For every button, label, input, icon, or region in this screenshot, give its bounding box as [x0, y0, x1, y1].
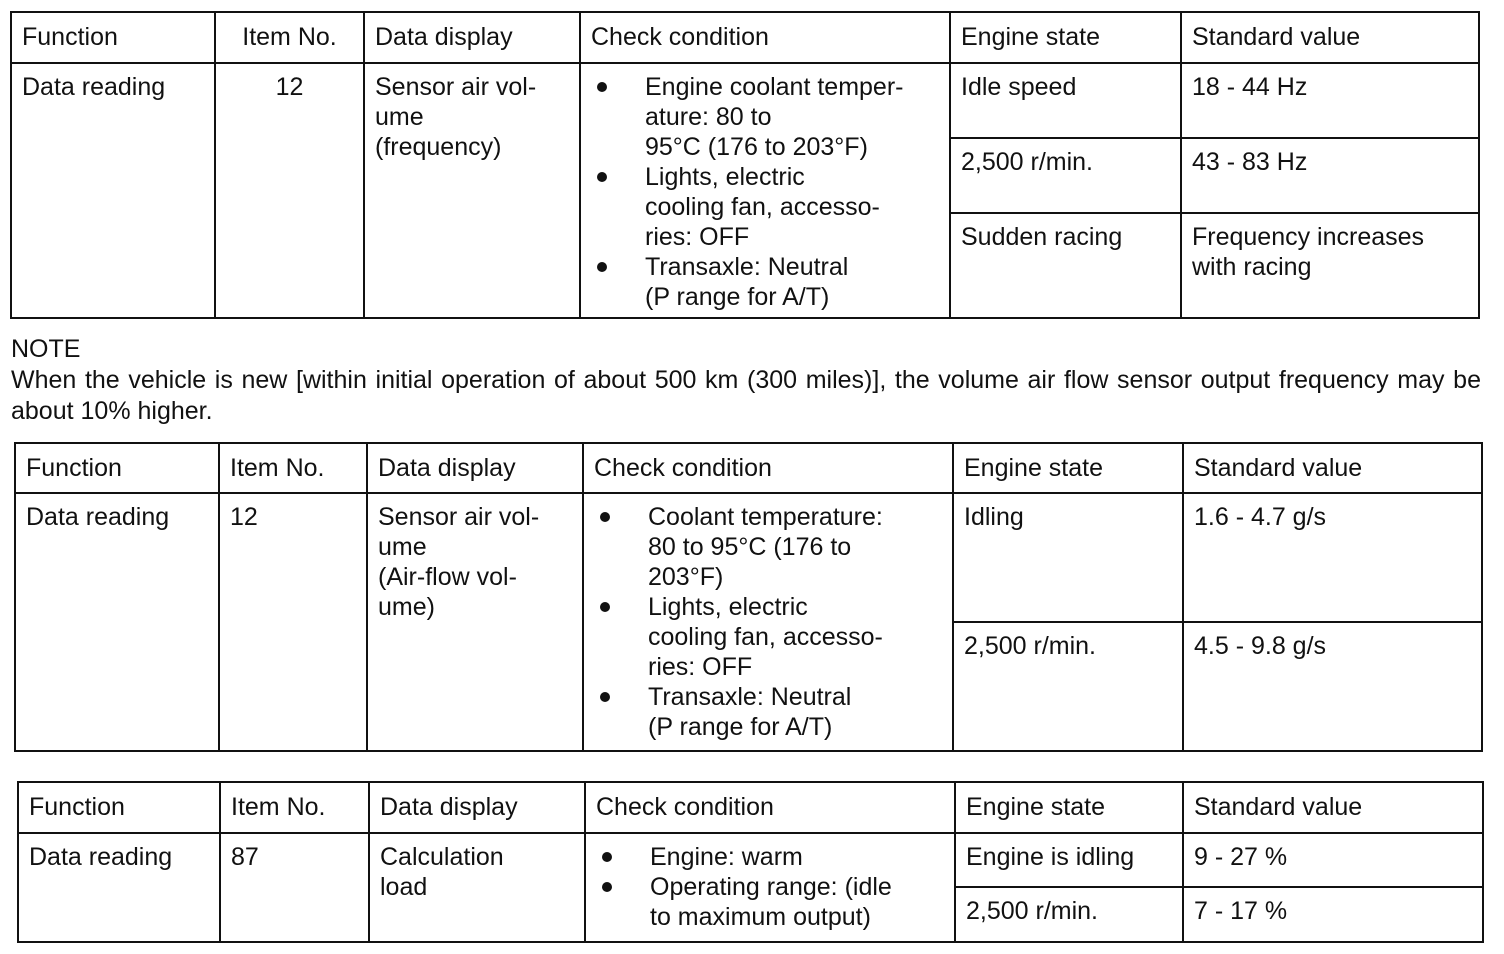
check-condition-item: Coolant temperature: 80 to 95°C (176 to 203°F) — [594, 502, 942, 592]
item-no-cell: 12 — [219, 493, 367, 751]
check-condition-item: Transaxle: Neutral (P range for A/T) — [591, 252, 939, 312]
engine-state-cell: 2,500 r/min. — [950, 138, 1181, 213]
check-condition-item: Lights, electric cooling fan, accesso- ries: OFF — [591, 162, 939, 252]
item-no-cell: 87 — [220, 833, 369, 942]
table-header-row — [18, 782, 1483, 833]
header-engine-state: Engine state — [950, 12, 1181, 63]
table-row — [15, 493, 1482, 622]
table-row — [11, 63, 1479, 138]
engine-state-cell: 2,500 r/min. — [953, 622, 1183, 751]
function-cell: Data reading — [15, 493, 219, 751]
data-display-cell: Calculation load — [369, 833, 585, 942]
standard-value-cell: 9 - 27 % — [1183, 833, 1483, 887]
header-data-display: Data display — [369, 782, 585, 833]
note-block — [11, 334, 1481, 427]
standard-value-cell: 18 - 44 Hz — [1181, 63, 1479, 138]
header-check-condition: Check condition — [583, 443, 953, 493]
header-data-display: Data display — [364, 12, 580, 63]
table-header-row — [11, 12, 1479, 63]
standard-value-cell: 1.6 - 4.7 g/s — [1183, 493, 1482, 622]
header-standard-value: Standard value — [1181, 12, 1479, 63]
note-title: NOTE — [11, 335, 81, 363]
check-condition-cell — [583, 493, 953, 751]
check-condition-item: Engine: warm — [596, 842, 944, 872]
spec-table-calculation-load — [17, 781, 1484, 943]
data-display-cell: Sensor air vol- ume (frequency) — [364, 63, 580, 318]
standard-value-cell: Frequency increases with racing — [1181, 213, 1479, 318]
check-condition-item: Engine coolant temper- ature: 80 to 95°C (176 to 203°F) — [591, 72, 939, 162]
header-function: Function — [11, 12, 215, 63]
check-condition-item: Transaxle: Neutral (P range for A/T) — [594, 682, 942, 742]
header-item-no: Item No. — [219, 443, 367, 493]
engine-state-cell: Idle speed — [950, 63, 1181, 138]
check-condition-cell — [580, 63, 950, 318]
table-row — [18, 833, 1483, 887]
function-cell: Data reading — [18, 833, 220, 942]
check-condition-cell — [585, 833, 955, 942]
data-display-cell: Sensor air vol- ume (Air-flow vol- ume) — [367, 493, 583, 751]
spec-table-air-volume-frequency — [10, 11, 1480, 319]
standard-value-cell: 7 - 17 % — [1183, 887, 1483, 942]
header-check-condition: Check condition — [585, 782, 955, 833]
engine-state-cell: 2,500 r/min. — [955, 887, 1183, 942]
header-standard-value: Standard value — [1183, 782, 1483, 833]
header-function: Function — [15, 443, 219, 493]
header-item-no: Item No. — [220, 782, 369, 833]
header-check-condition: Check condition — [580, 12, 950, 63]
engine-state-cell: Sudden racing — [950, 213, 1181, 318]
function-cell: Data reading — [11, 63, 215, 318]
standard-value-cell: 4.5 - 9.8 g/s — [1183, 622, 1482, 751]
check-condition-item: Operating range: (idle to maximum output) — [596, 872, 944, 932]
note-text: When the vehicle is new [within initial operation of about 500 km (300 miles)], the volume air flow sensor output frequency may be about 10% higher. — [11, 366, 1481, 425]
engine-state-cell: Idling — [953, 493, 1183, 622]
header-standard-value: Standard value — [1183, 443, 1482, 493]
header-engine-state: Engine state — [953, 443, 1183, 493]
engine-state-cell: Engine is idling — [955, 833, 1183, 887]
standard-value-cell: 43 - 83 Hz — [1181, 138, 1479, 213]
header-engine-state: Engine state — [955, 782, 1183, 833]
spec-table-air-flow-volume — [14, 442, 1483, 752]
header-data-display: Data display — [367, 443, 583, 493]
header-function: Function — [18, 782, 220, 833]
header-item-no: Item No. — [215, 12, 364, 63]
item-no-cell: 12 — [215, 63, 364, 318]
table-header-row — [15, 443, 1482, 493]
check-condition-item: Lights, electric cooling fan, accesso- ries: OFF — [594, 592, 942, 682]
